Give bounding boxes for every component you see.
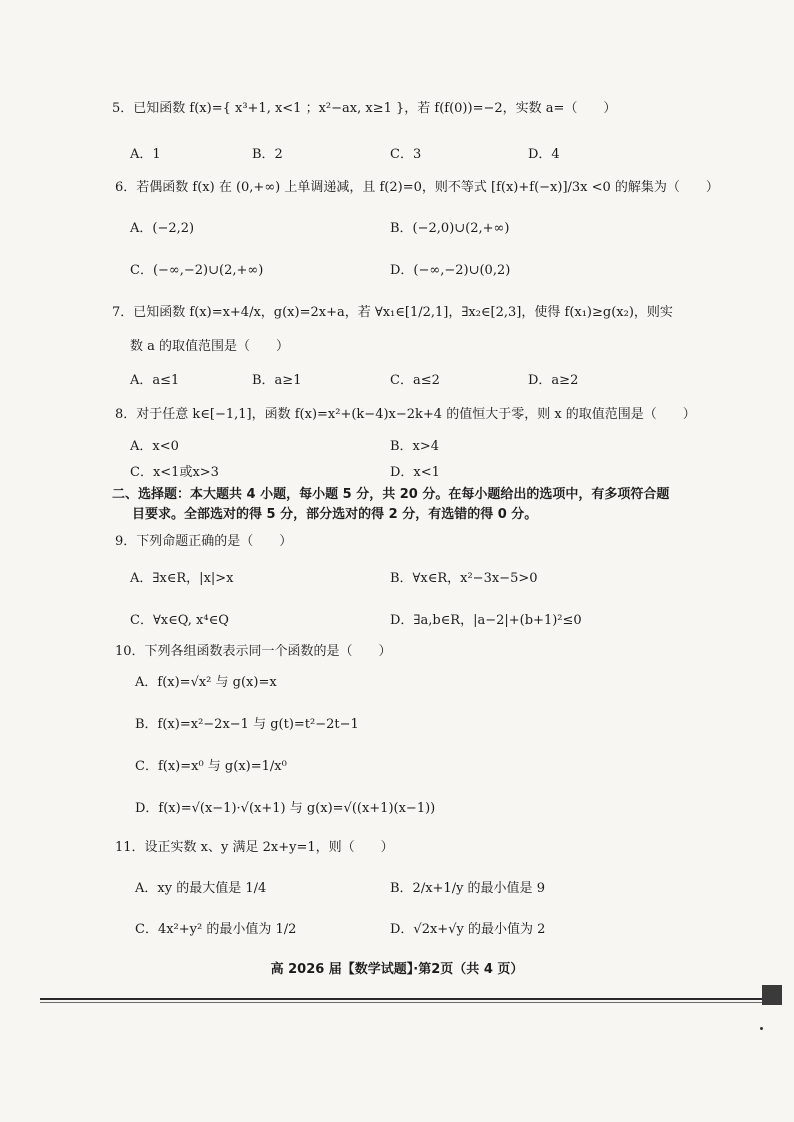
q5-option-b: B．2 [252,147,283,162]
footer-rule-thin [40,1002,762,1003]
q5-option-c: C．3 [390,147,422,162]
q9-option-b: B．∀x∈R，x²−3x−5>0 [390,571,538,586]
q6-option-b: B．(−2,0)∪(2,+∞) [390,221,510,236]
question-7-stem: 7．已知函数 f(x)=x+4/x，g(x)=2x+a，若 ∀x₁∈[1/2,1]，∃x₂∈[2,3]，使得 f(x₁)≥g(x₂)，则实 [112,305,673,320]
question-7-stem-line2: 数 a 的取值范围是（ ） [130,339,290,354]
question-6 [115,176,719,195]
question-6-stem: 6．若偶函数 f(x) 在 (0,+∞) 上单调递减，且 f(2)=0，则不等式 [f(x)+f(−x)]/3x <0 的解集为（ ） [115,180,719,195]
q8-option-b: B．x>4 [390,439,440,454]
section-2-line1: 二、选择题：本大题共 4 小题，每小题 5 分，共 20 分。在每小题给出的选项中，有多项符合题 [112,487,670,502]
question-9: 9．下列命题正确的是（ ） [115,534,293,549]
q7-option-d: D．a≥2 [528,373,579,388]
scan-registration-mark [762,985,782,1005]
question-7 [112,301,673,320]
q7-option-a: A．a≤1 [130,373,180,388]
question-8-stem: 8．对于任意 k∈[−1,1]，函数 f(x)=x²+(k−4)x−2k+4 的值恒大于零，则 x 的取值范围是（ ） [115,407,696,422]
page-footer: 高 2026 届【数学试题】·第2页（共 4 页） [270,962,524,977]
q6-option-c: C．(−∞,−2)∪(2,+∞) [130,263,264,278]
question-5 [112,97,616,116]
question-10: 10．下列各组函数表示同一个函数的是（ ） [115,644,392,659]
q7-option-c: C．a≤2 [390,373,440,388]
q10-option-a: A．f(x)=√x² 与 g(x)=x [135,675,277,690]
q11-option-d: D．√2x+√y 的最小值为 2 [390,922,546,937]
footer-rule [40,998,762,1000]
q10-option-b: B．f(x)=x²−2x−1 与 g(t)=t²−2t−1 [135,717,359,732]
q11-option-a: A．xy 的最大值是 1/4 [135,881,267,896]
scan-speck [760,1027,763,1030]
q11-option-b: B．2/x+1/y 的最小值是 9 [390,881,545,896]
q8-option-d: D．x<1 [390,465,440,480]
question-8 [115,403,696,422]
question-5-stem: 5．已知函数 f(x)={ x³+1, x<1 ；x²−ax, x≥1 }，若 f(f(0))=−2，实数 a=（ ） [112,101,617,116]
q10-option-d: D．f(x)=√(x−1)·√(x+1) 与 g(x)=√((x+1)(x−1)) [135,801,436,816]
q7-option-b: B．a≥1 [252,373,302,388]
q6-option-a: A．(−2,2) [130,221,195,236]
q8-option-c: C．x<1或x>3 [130,465,219,480]
q10-option-c: C．f(x)=x⁰ 与 g(x)=1/x⁰ [135,759,287,774]
question-11: 11．设正实数 x、y 满足 2x+y=1，则（ ） [115,840,394,855]
q9-option-a: A．∃x∈R，|x|>x [130,571,234,586]
q9-option-c: C．∀x∈Q, x⁴∈Q [130,613,229,628]
q6-option-d: D．(−∞,−2)∪(0,2) [390,263,511,278]
q8-option-a: A．x<0 [130,439,179,454]
section-2-header [112,485,702,525]
section-2-line2: 目要求。全部选对的得 5 分，部分选对的得 2 分，有选错的得 0 分。 [132,507,538,522]
q11-option-c: C．4x²+y² 的最小值为 1/2 [135,922,297,937]
q5-option-a: A．1 [130,147,161,162]
q5-option-d: D．4 [528,147,560,162]
q9-option-d: D．∃a,b∈R，|a−2|+(b+1)²≤0 [390,613,582,628]
